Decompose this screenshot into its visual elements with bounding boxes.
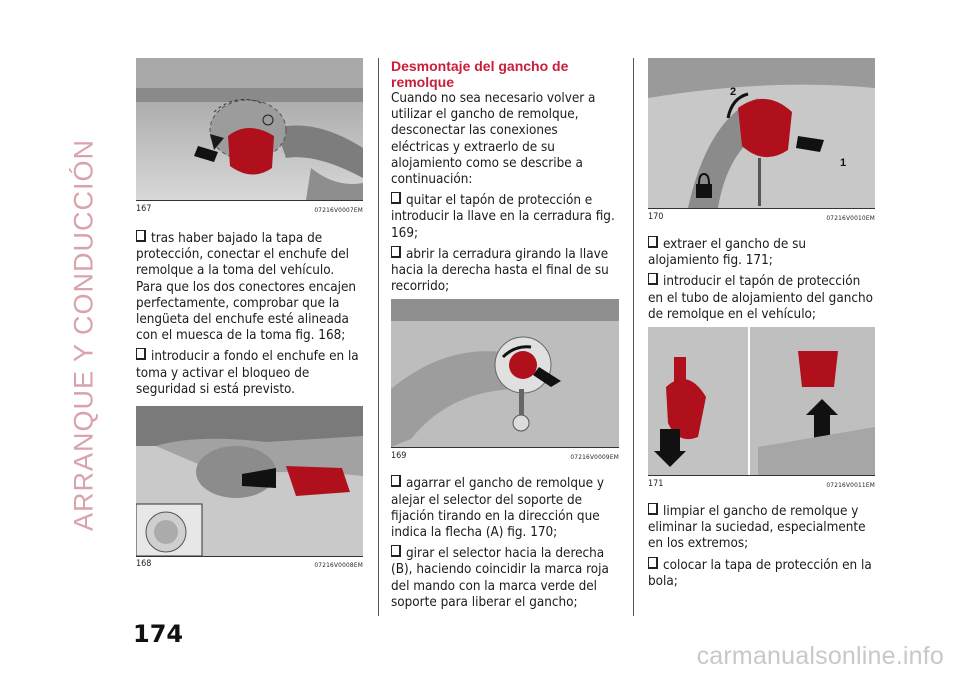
figure-167-image — [136, 58, 363, 200]
figure-code: 07216V0010EM — [826, 214, 875, 222]
figure-number: 168 — [136, 559, 152, 569]
checkbox-bullet-icon — [391, 475, 401, 487]
list-item: quitar el tapón de protección e introducir la llave en la cerradura fig. 169; — [391, 193, 615, 241]
figure-168 — [136, 406, 363, 557]
figure-168-caption — [136, 556, 363, 569]
figure-number: 169 — [391, 451, 407, 462]
figure-171-image — [648, 327, 875, 475]
section-side-title: ARRANQUE Y CONDUCCIÓN — [68, 138, 99, 532]
list-item: girar el selector hacia la derecha (B), haciendo coincidir la marca roja del mando con la marca verde del soporte para liberar el gancho; — [391, 546, 609, 610]
checkbox-bullet-icon — [391, 545, 401, 557]
figure-169-image — [391, 299, 619, 447]
checkbox-bullet-icon — [391, 192, 401, 204]
list-item: introducir el tapón de protección en el tubo de alojamiento del gancho de remolque en el vehículo; — [648, 274, 873, 322]
paragraph: Cuando no sea necesario volver a utilizar el gancho de remolque, desconectar las conexiones eléctricas y extraerlo de su alojamiento como se describe a continuación: — [391, 91, 596, 188]
list-item: extraer el gancho de su alojamiento fig. 171; — [648, 237, 807, 269]
figure-number: 170 — [648, 212, 664, 222]
callout-label-2: 2 — [730, 86, 737, 98]
checkbox-bullet-icon — [136, 348, 146, 360]
checkbox-bullet-icon — [648, 236, 658, 248]
column-1 — [136, 58, 363, 569]
figure-171 — [648, 327, 875, 476]
figure-167-caption — [136, 201, 363, 214]
figure-170 — [648, 58, 875, 209]
column-divider — [633, 58, 634, 616]
list-item: colocar la tapa de protección en la bola; — [648, 557, 872, 589]
figure-171-caption — [648, 476, 875, 489]
list-item: limpiar el gancho de remolque y eliminar la suciedad, especialmente en los extremos; — [648, 504, 866, 552]
figure-code: 07216V0007EM — [314, 206, 363, 214]
callout-label-1: 1 — [840, 157, 847, 169]
figure-170-image — [648, 58, 875, 208]
watermark: carmanualsonline.info — [696, 642, 944, 670]
figure-code: 07216V0011EM — [826, 481, 875, 490]
checkbox-bullet-icon — [391, 246, 401, 258]
figure-167 — [136, 58, 363, 201]
figure-169 — [391, 299, 619, 448]
list-item: agarrar el gancho de remolque y alejar el selector del soporte de fijación tirando en la dirección que indica la flecha (A) fig. 170; — [391, 476, 605, 541]
figure-170-caption — [648, 209, 875, 222]
figure-169-caption — [391, 448, 619, 461]
figure-168-image — [136, 406, 363, 556]
checkbox-bullet-icon — [648, 557, 658, 569]
checkbox-bullet-icon — [136, 230, 146, 242]
list-item: tras haber bajado la tapa de protección, conectar el enchufe del remolque a la toma del vehículo. — [136, 231, 350, 279]
page-number: 174 — [133, 620, 184, 648]
column-3 — [648, 58, 875, 594]
list-item: abrir la cerradura girando la llave hacia la derecha hasta el final de su recorrido; — [391, 246, 609, 295]
column-2 — [391, 58, 619, 615]
figure-code: 07216V0008EM — [314, 561, 363, 569]
figure-code: 07216V0009EM — [570, 453, 619, 462]
list-item: introducir a fondo el enchufe en la toma y activar el bloqueo de seguridad si está previsto. — [136, 349, 359, 397]
section-heading: Desmontaje del gancho de remolque — [391, 58, 569, 90]
checkbox-bullet-icon — [648, 503, 658, 515]
figure-number: 167 — [136, 204, 152, 214]
checkbox-bullet-icon — [648, 273, 658, 285]
column-divider — [378, 58, 379, 616]
figure-number: 171 — [648, 479, 664, 490]
paragraph: Para que los dos conectores encajen perfectamente, comprobar que la lengüeta del enchufe esté alineada con el muesca de la toma fig. 168; — [136, 279, 357, 344]
